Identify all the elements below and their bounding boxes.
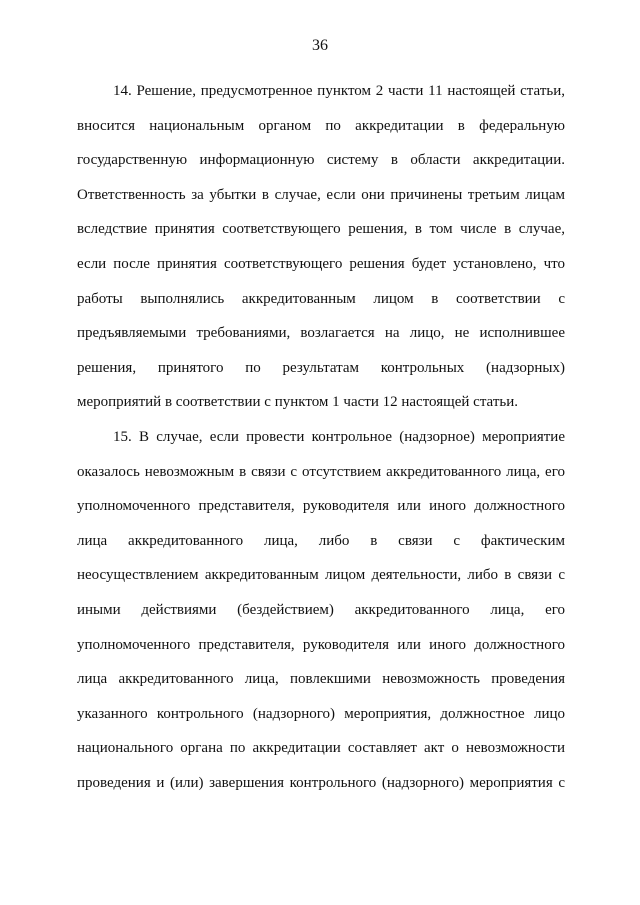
text-line: указанного контрольного (надзорного) мероприятия, должностное лицо xyxy=(77,705,565,722)
text-line: неосуществлением аккредитованным лицом деятельности, либо в связи с xyxy=(77,567,565,584)
text-line: предъявляемыми требованиями, возлагается на лицо, не исполнившее xyxy=(77,325,565,342)
text-line: оказалось невозможным в связи с отсутствием аккредитованного лица, его xyxy=(77,463,565,480)
text-line: проведения и (или) завершения контрольного (надзорного) мероприятия с xyxy=(77,774,565,791)
text-line: если после принятия соответствующего решения будет установлено, что xyxy=(77,255,565,272)
text-line: лица аккредитованного лица, повлекшими невозможность проведения xyxy=(77,671,565,688)
text-line: работы выполнялись аккредитованным лицом в соответствии с xyxy=(77,290,565,307)
text-line: решения, принятого по результатам контрольных (надзорных) xyxy=(77,359,565,376)
text-line: 15. В случае, если провести контрольное (надзорное) мероприятие xyxy=(113,428,565,445)
document-body xyxy=(77,74,565,800)
paragraph-14 xyxy=(77,74,565,420)
text-line: уполномоченного представителя, руководителя или иного должностного xyxy=(77,636,565,653)
text-line: вносится национальным органом по аккредитации в федеральную xyxy=(77,117,565,134)
text-line: уполномоченного представителя, руководителя или иного должностного xyxy=(77,498,565,515)
text-line: национального органа по аккредитации составляет акт о невозможности xyxy=(77,740,565,757)
text-line: государственную информационную систему в области аккредитации. xyxy=(77,152,565,169)
text-line: иными действиями (бездействием) аккредитованного лица, его xyxy=(77,601,565,618)
text-line: мероприятий в соответствии с пунктом 1 части 12 настоящей статьи. xyxy=(77,394,518,411)
text-line: вследствие принятия соответствующего решения, в том числе в случае, xyxy=(77,221,565,238)
text-line: Ответственность за убытки в случае, если они причинены третьим лицам xyxy=(77,186,565,203)
text-line: 14. Решение, предусмотренное пунктом 2 части 11 настоящей статьи, xyxy=(113,83,565,99)
page-number: 36 xyxy=(312,37,328,54)
paragraph-15 xyxy=(77,420,565,801)
text-line: лица аккредитованного лица, либо в связи с фактическим xyxy=(77,532,565,549)
